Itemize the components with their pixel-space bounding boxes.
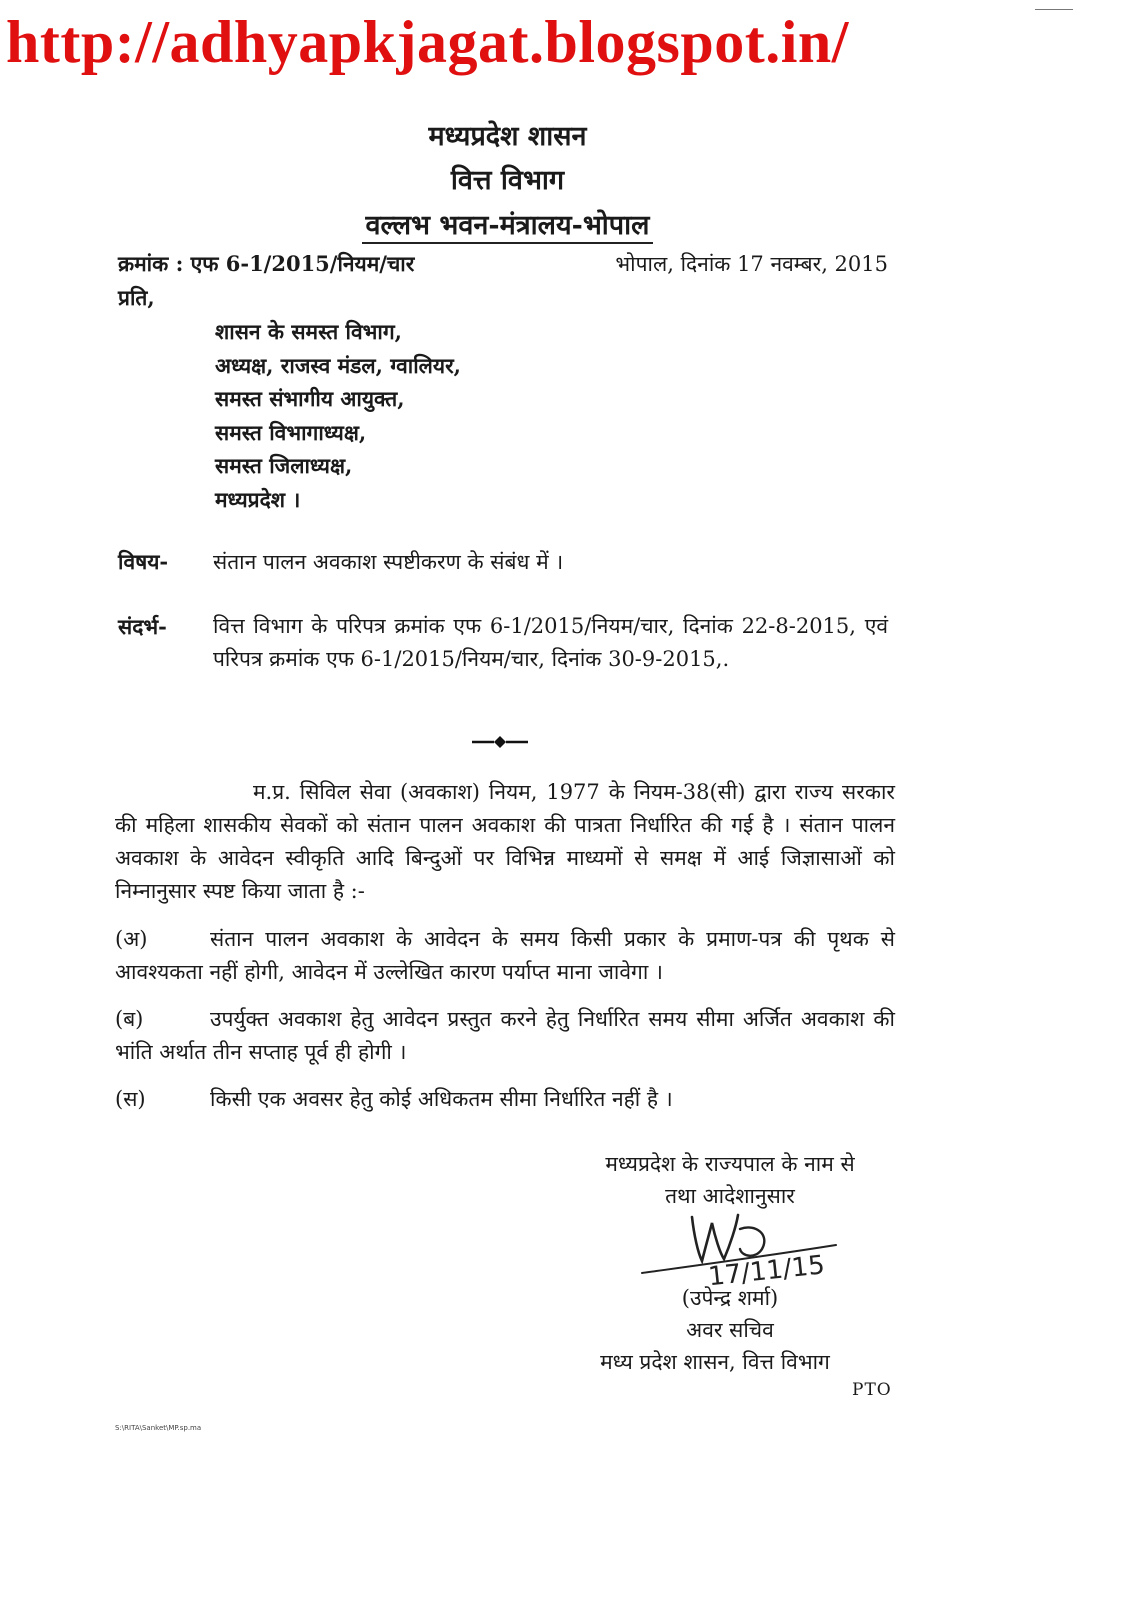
subject-text: संतान पालन अवकाश स्पष्टीकरण के संबंध में । (213, 550, 564, 574)
recipients-list (215, 315, 461, 516)
recipient-item: अध्यक्ष, राजस्व मंडल, ग्वालियर, (215, 352, 461, 378)
letterhead-department: वित्त विभाग (450, 165, 565, 196)
recipient-item: समस्त संभागीय आयुक्त, (215, 386, 405, 411)
body-intro: म.प्र. सिविल सेवा (अवकाश) नियम, 1977 के नियम-38(सी) द्वारा राज्य सरकार की महिला शासकीय सेवकों को संतान पालन अवकाश की पात्रता निर्धारित की गई है । संतान पालन अवकाश के आवेदन स्वीकृति आदि बिन्दुओं पर विभिन्न माध्यमों से समक्ष में आई जिज्ञासाओं को निम्नानुसार स्पष्ट किया जाता है :- (115, 780, 895, 903)
place-date: भोपाल, दिनांक 17 नवम्बर, 2015 (615, 252, 888, 276)
signatory-department: मध्य प्रदेश शासन, वित्त विभाग (600, 1350, 830, 1374)
corner-mark (1035, 9, 1073, 10)
pto-marker: PTO (852, 1380, 892, 1400)
recipient-item: समस्त जिलाध्यक्ष, (215, 453, 353, 478)
recipient-item: समस्त विभागाध्यक्ष, (215, 419, 367, 445)
subject-label: विषय- (118, 549, 169, 574)
recipient-item: मध्यप्रदेश । (215, 486, 301, 512)
letterhead-address-text: वल्लभ भवन-मंत्रालय-भोपाल (362, 210, 654, 244)
order-line: तथा आदेशानुसार (665, 1184, 795, 1208)
point-b-marker: (ब) (115, 1007, 144, 1031)
separator-ornament (470, 727, 530, 757)
reference-text: वित्त विभाग के परिपत्र क्रमांक एफ 6-1/2015/नियम/चार, दिनांक 22-8-2015, एवं परिपत्र क्रमांक एफ 6-1/2015/नियम/चार, दिनांक 30-9-2015,. (213, 614, 888, 671)
signatory-designation: अवर सचिव (686, 1318, 774, 1342)
blog-url-banner: http://adhyapkjagat.blogspot.in/ (6, 9, 849, 75)
handwritten-date: 17/11/15 (706, 1250, 827, 1293)
point-c-marker: (स) (115, 1087, 146, 1111)
point-c-text: किसी एक अवसर हेतु कोई अधिकतम सीमा निर्धारित नहीं है । (210, 1087, 673, 1111)
file-path-footnote: S:\RITA\Sanket\MP.sp.ma (115, 1424, 202, 1432)
reference-label: संदर्भ- (118, 614, 167, 639)
point-b-text: उपर्युक्त अवकाश हेतु आवेदन प्रस्तुत करने हेतु निर्धारित समय सीमा अर्जित अवकाश की भांति अर्थात तीन सप्ताह पूर्व ही होगी । (115, 1007, 895, 1064)
point-c (115, 1083, 895, 1116)
recipient-item: शासन के समस्त विभाग, (215, 319, 402, 344)
point-a-text: संतान पालन अवकाश के आवेदन के समय किसी प्रकार के प्रमाण-पत्र की पृथक से आवश्यकता नहीं होगी, आवेदन में उल्लेखित कारण पर्याप्त माना जावेगा । (115, 927, 895, 984)
signatory-name: (उपेन्द्र शर्मा) (681, 1286, 779, 1310)
point-a-marker: (अ) (115, 927, 148, 951)
authority-line: मध्यप्रदेश के राज्यपाल के नाम से (605, 1152, 855, 1176)
letterhead-address (0, 205, 1015, 242)
reference-number: क्रमांक : एफ 6-1/2015/नियम/चार (118, 251, 415, 276)
point-a (115, 923, 895, 989)
point-b (115, 1003, 895, 1069)
letterhead-government: मध्यप्रदेश शासन (428, 121, 587, 152)
to-label: प्रति, (118, 285, 155, 310)
